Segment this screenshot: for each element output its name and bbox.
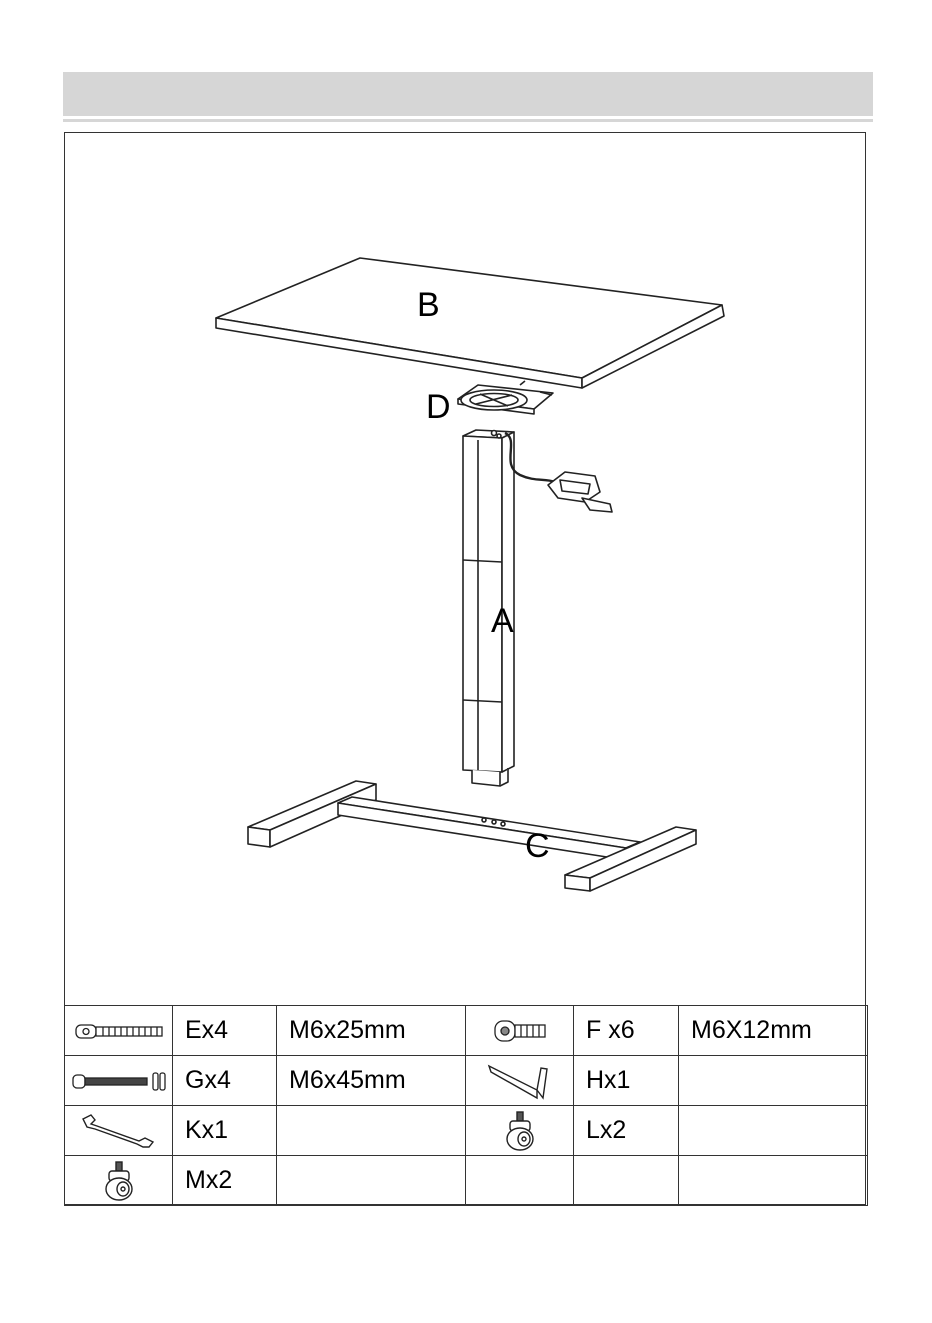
hardware-size	[679, 1156, 868, 1206]
hardware-size: M6X12mm	[679, 1006, 868, 1056]
hardware-size: M6x25mm	[277, 1006, 466, 1056]
mounting-plate-d	[458, 381, 553, 414]
hardware-size	[277, 1156, 466, 1206]
hardware-size	[679, 1056, 868, 1106]
hardware-qty	[574, 1156, 679, 1206]
table-row	[65, 1156, 868, 1206]
wrench-icon	[65, 1106, 173, 1156]
hex-key-icon	[466, 1056, 574, 1106]
table-row	[65, 1056, 868, 1106]
hardware-size	[679, 1106, 868, 1156]
base-frame-c	[248, 781, 696, 891]
hardware-qty: Mx2	[173, 1156, 277, 1206]
empty-cell	[466, 1156, 574, 1206]
bolt-washer-icon	[65, 1056, 173, 1106]
hardware-qty: Kx1	[173, 1106, 277, 1156]
bolt-short-icon	[466, 1006, 574, 1056]
caster-icon	[65, 1156, 173, 1206]
hardware-size: M6x45mm	[277, 1056, 466, 1106]
hardware-size	[277, 1106, 466, 1156]
bolt-long-icon	[65, 1006, 173, 1056]
label-a: A	[491, 602, 514, 640]
hardware-qty: Gx4	[173, 1056, 277, 1106]
label-c: C	[525, 827, 550, 865]
hardware-qty: Ex4	[173, 1006, 277, 1056]
table-row	[65, 1006, 868, 1056]
hardware-qty: Lx2	[574, 1106, 679, 1156]
release-lever	[505, 433, 612, 512]
label-d: D	[426, 388, 451, 426]
table-row	[65, 1106, 868, 1156]
desktop-panel-b	[216, 258, 724, 388]
caster-locking-icon	[466, 1106, 574, 1156]
hardware-qty: Hx1	[574, 1056, 679, 1106]
label-b: B	[417, 286, 440, 324]
hardware-qty: F x6	[574, 1006, 679, 1056]
hardware-table	[64, 1005, 868, 1206]
